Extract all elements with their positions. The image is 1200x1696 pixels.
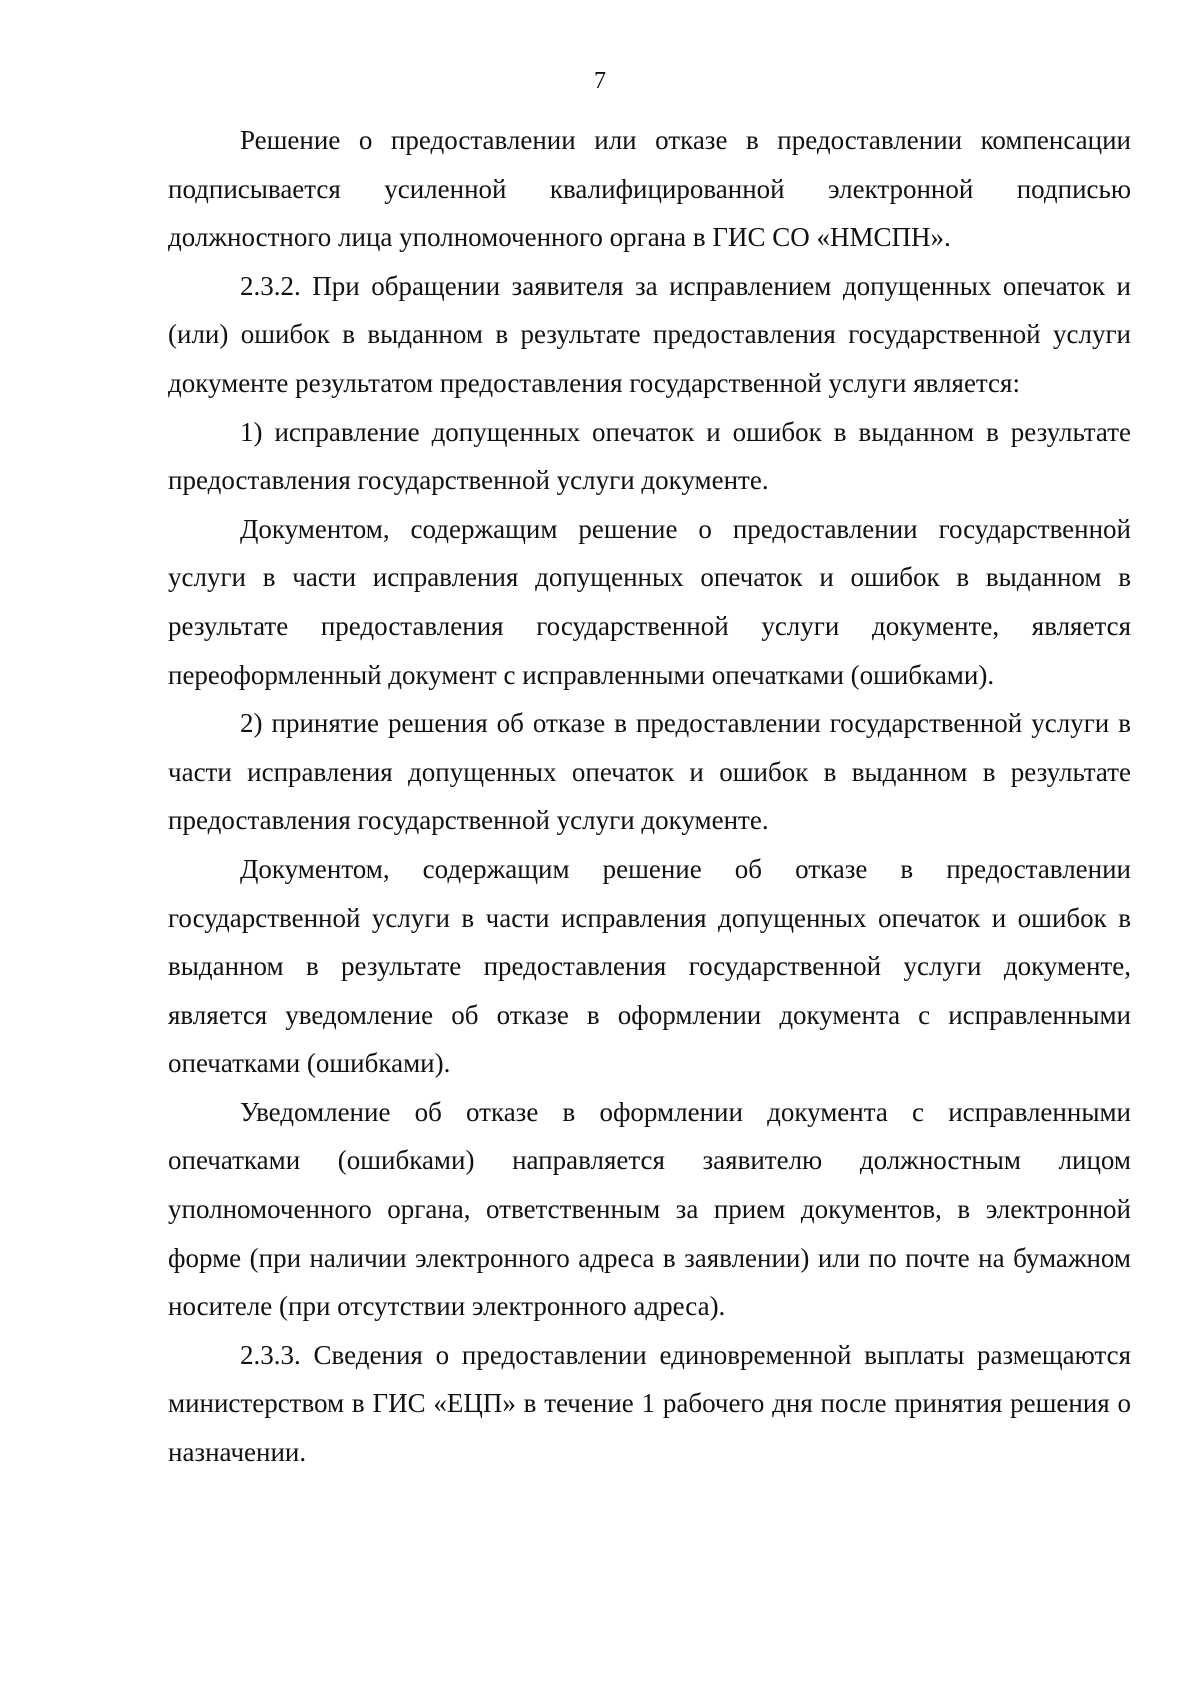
paragraph-item-1: 1) исправление допущенных опечаток и ошибок в выданном в результате предоставления государственной услуги документе.: [168, 416, 1131, 496]
paragraph-item-2-document: Документом, содержащим решение об отказе в предоставлении государственной услуги в части исправления допущенных опечаток и ошибок в выданном в результате предоставления государственной услуги документе, является уведомление об отказе в оформлении документа с исправленными опечатками (ошибками).: [168, 853, 1131, 1079]
document-body: [168, 116, 1131, 1477]
paragraph-decision-signing: Решение о предоставлении или отказе в предоставлении компенсации подписывается усиленной квалифицированной электронной подписью должностного лица уполномоченного органа в ГИС СО «НМСПН».: [168, 125, 1131, 253]
paragraph-item-1-document: Документом, содержащим решение о предоставлении государственной услуги в части исправления допущенных опечаток и ошибок в выданном в результате предоставления государственной услуги документе, является переоформленный документ с исправленными опечатками (ошибками).: [168, 513, 1131, 690]
paragraph-item-2: 2) принятие решения об отказе в предоставлении государственной услуги в части исправления допущенных опечаток и ошибок в выданном в результате предоставления государственной услуги документе.: [168, 708, 1131, 836]
paragraph-2-3-3: 2.3.3. Сведения о предоставлении единовременной выплаты размещаются министерством в ГИС «ЕЦП» в течение 1 рабочего дня после принятия решения о назначении.: [168, 1339, 1131, 1468]
paragraph-2-3-2: 2.3.2. При обращении заявителя за исправлением допущенных опечаток и (или) ошибок в выданном в результате предоставления государственной услуги документе результатом предоставления государственной услуги является:: [168, 270, 1131, 398]
page-number: 7: [594, 68, 606, 94]
paragraph-refusal-notice: Уведомление об отказе в оформлении документа с исправленными опечатками (ошибками) направляется заявителю должностным лицом уполномоченного органа, ответственным за прием документов, в электронной форме (при наличии электронного адреса в заявлении) или по почте на бумажном носителе (при отсутствии электронного адреса).: [168, 1096, 1131, 1322]
